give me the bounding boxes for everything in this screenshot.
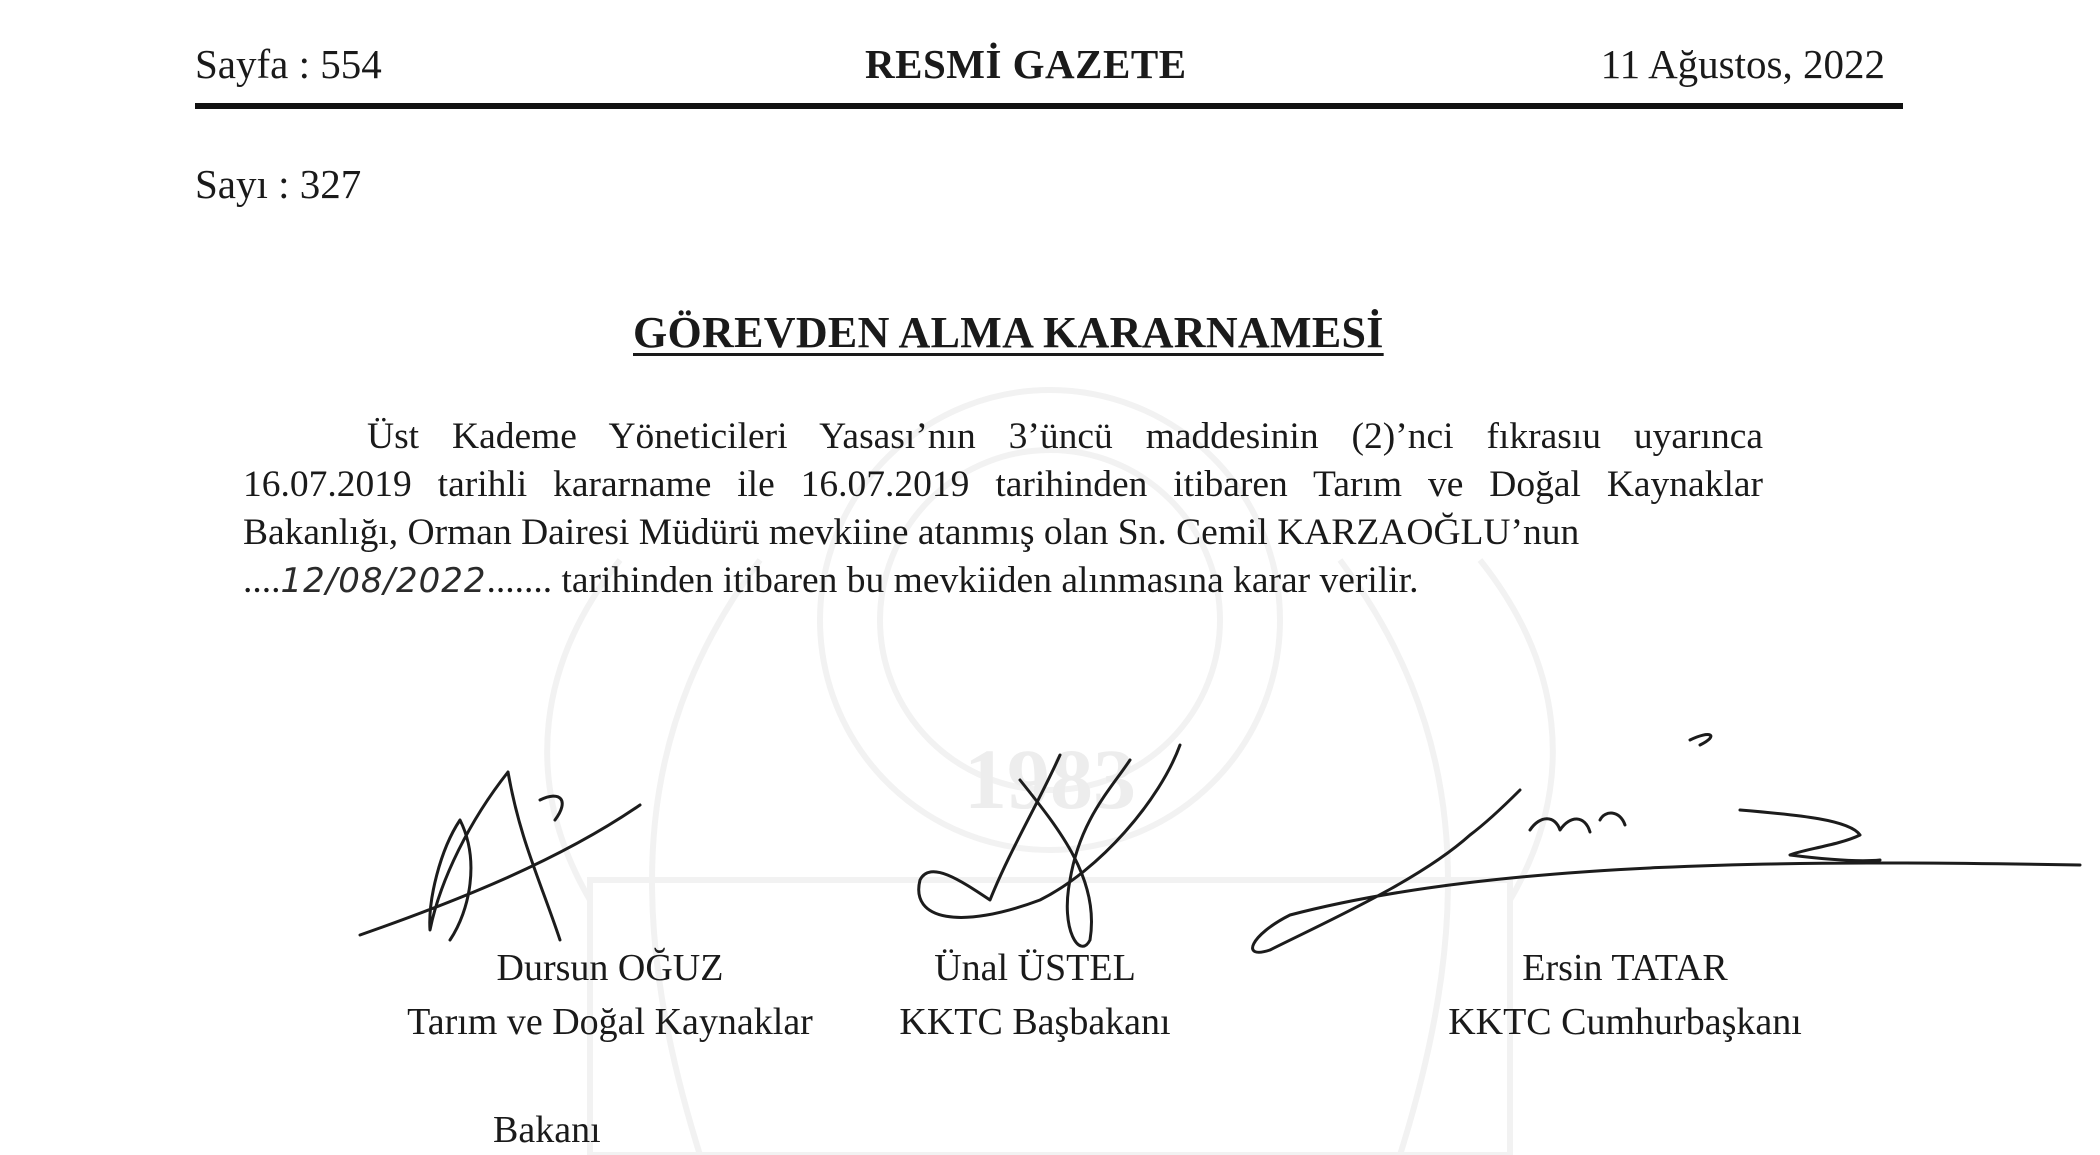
signatory-3-role: KKTC Cumhurbaşkanı: [1448, 1001, 1802, 1043]
gazette-title: RESMİ GAZETE: [865, 41, 1187, 87]
date-leader-prefix: ....: [243, 560, 281, 601]
body-line-1: Üst Kademe Yöneticileri Yasası’nın 3’üncü maddesinin (2)’nci fıkrasıu uyarınca: [367, 416, 1763, 457]
watermark-year: 1983: [964, 731, 1136, 827]
signatory-1-name: Dursun OĞUZ: [496, 947, 724, 989]
body-line-3: Bakanlığı, Orman Dairesi Müdürü mevkiine atanmış olan Sn. Cemil KARZAOĞLU’nun: [243, 512, 1580, 553]
signature-tatar: [1253, 735, 2080, 953]
document-title: GÖREVDEN ALMA KARARNAMESİ: [633, 308, 1384, 357]
issue-number: Sayı : 327: [195, 161, 362, 207]
signatory-3-name: Ersin TATAR: [1522, 947, 1728, 989]
signatory-1-role-continued: Bakanı: [493, 1109, 601, 1151]
publication-date: 11 Ağustos, 2022: [1600, 41, 1885, 87]
signature-oguz: [360, 772, 640, 940]
gazette-header: [195, 40, 1905, 100]
handwritten-date: 12/08/2022: [280, 561, 487, 601]
body-line-4: [243, 557, 1763, 605]
signatory-2: [870, 946, 1200, 1044]
signature-ustel: [919, 745, 1180, 946]
signatory-1: [375, 946, 845, 1044]
signatory-2-name: Ünal ÜSTEL: [934, 947, 1136, 989]
body-line-2: 16.07.2019 tarihli kararname ile 16.07.2019 tarihinden itibaren Tarım ve Doğal Kaynaklar: [243, 464, 1763, 505]
signatory-3: [1420, 946, 1830, 1044]
decree-body: [243, 413, 1763, 605]
signatory-1-role: Tarım ve Doğal Kaynaklar: [407, 1001, 813, 1043]
date-leader-suffix: ....... tarihinden itibaren bu mevkiiden alınmasına karar verilir.: [486, 560, 1419, 601]
header-divider: [195, 103, 1903, 109]
page-number: Sayfa : 554: [195, 41, 382, 87]
signatory-2-role: KKTC Başbakanı: [899, 1001, 1171, 1043]
